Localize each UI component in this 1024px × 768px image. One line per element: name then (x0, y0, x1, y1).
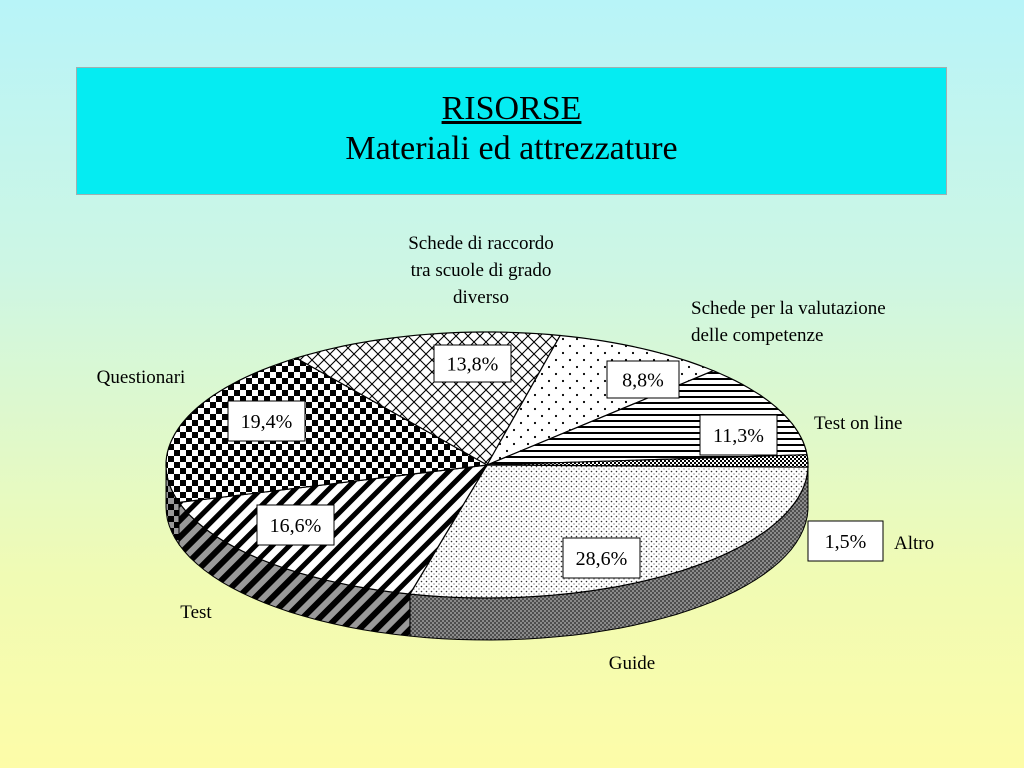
slice-category-label-1: Schede per la valutazione delle competenze (691, 298, 886, 346)
slice-category-label-5: Test (180, 602, 212, 623)
slice-value-label-2: 11,3% (713, 425, 764, 447)
slice-category-label-0: Schede di raccordo tra scuole di grado diverso (408, 233, 554, 308)
slice-category-label-6: Questionari (96, 367, 186, 388)
chart-title: RISORSE (441, 90, 582, 127)
slice-category-label-3: Altro (894, 533, 935, 554)
slice-category-label-4: Guide (608, 653, 656, 674)
slice-category-label-2: Test on line (814, 413, 903, 434)
chart-subtitle: Materiali ed attrezzature (345, 130, 678, 167)
slice-value-label-1: 8,8% (622, 369, 664, 392)
slice-value-label-5: 16,6% (269, 515, 322, 537)
slice-value-label-4: 28,6% (575, 548, 628, 570)
slice-value-label-3: 1,5% (824, 531, 867, 553)
slice-value-label-0: 13,8% (446, 353, 499, 376)
slice-value-label-6: 19,4% (240, 411, 293, 433)
